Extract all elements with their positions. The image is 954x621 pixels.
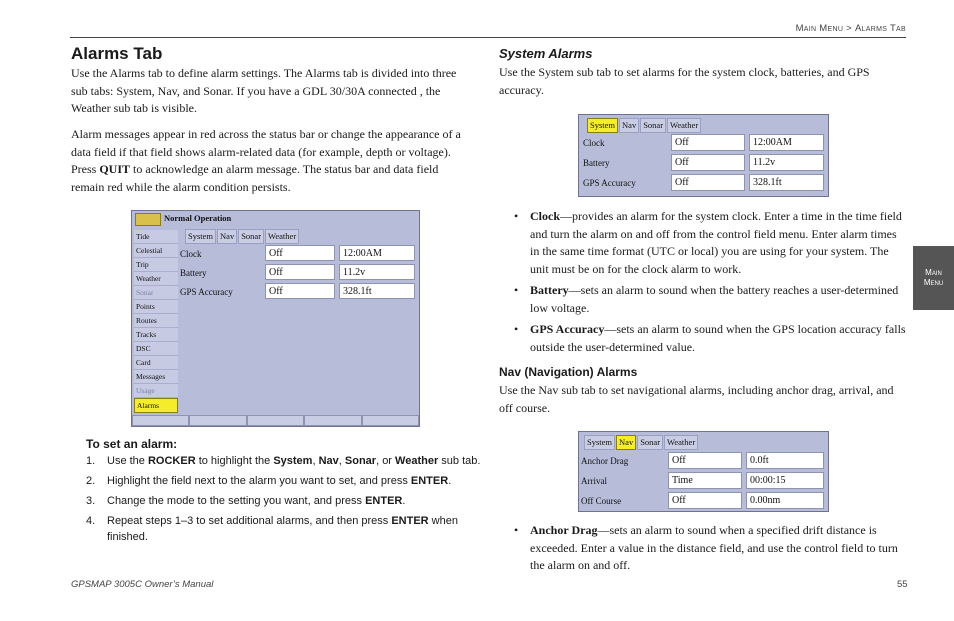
bullet-text: —sets an alarm to sound when the battery reaches a user-determined low voltage. bbox=[530, 283, 899, 315]
row-label-battery: Battery bbox=[583, 158, 610, 168]
nav-alarms-screenshot bbox=[578, 431, 829, 512]
step-text: Highlight the field next to the alarm you want to set, and press bbox=[107, 475, 411, 487]
bullet-text: —sets an alarm to sound when a specified drift distance is exceeded. Enter a value in the distance field, and use the control field to turn the alarm on and off. bbox=[530, 523, 898, 573]
off-course-distance-field[interactable]: 0.00nm bbox=[746, 492, 824, 509]
side-item-card[interactable]: Card bbox=[134, 356, 178, 370]
tab-system[interactable]: System bbox=[584, 435, 615, 450]
side-item-alarms[interactable]: Alarms bbox=[134, 398, 178, 413]
gps-accuracy-mode-field[interactable]: Off bbox=[671, 174, 745, 191]
intro-paragraph: Use the Alarms tab to define alarm settings. The Alarms tab is divided into three sub tabs: System, Nav, and Sonar. If you have a GDL 30/30A connected , the Weather sub tab is visible. bbox=[71, 66, 457, 116]
step-text: . bbox=[448, 475, 452, 487]
tab-sonar[interactable]: Sonar bbox=[637, 435, 663, 450]
bullet-text: —provides an alarm for the system clock. Enter a time in the time field and turn the alarm on and off from the control field menu. Enter alarm times in the same time format (UTC or local) you are using for your system. The unit must be on for the clock alarm to work. bbox=[530, 209, 902, 276]
side-item-points[interactable]: Points bbox=[134, 300, 178, 314]
step-key: Sonar bbox=[344, 455, 377, 467]
screen-title: Normal Operation bbox=[164, 213, 232, 223]
system-alarms-screenshot bbox=[578, 114, 829, 197]
row-label-battery: Battery bbox=[180, 268, 207, 278]
side-item-usage[interactable]: Usage bbox=[134, 384, 178, 398]
clock-mode-field[interactable]: Off bbox=[265, 245, 335, 261]
soft-key-bar bbox=[132, 415, 419, 426]
step-item bbox=[86, 513, 481, 545]
header-rule bbox=[70, 37, 906, 38]
page-title: Alarms Tab bbox=[71, 44, 163, 63]
tab-system[interactable]: System bbox=[185, 229, 216, 244]
clock-time-field[interactable]: 12:00AM bbox=[339, 245, 415, 261]
nav-alarms-heading: Nav (Navigation) Alarms bbox=[499, 365, 638, 379]
section-thumb-tab bbox=[913, 246, 954, 310]
battery-voltage-field[interactable]: 11.2v bbox=[339, 264, 415, 280]
step-number: 3. bbox=[86, 495, 96, 507]
arrival-mode-field[interactable]: Time bbox=[668, 472, 742, 489]
step-text: , bbox=[338, 455, 345, 467]
breadcrumb-separator: > bbox=[843, 23, 855, 34]
arrival-time-field[interactable]: 00:00:15 bbox=[746, 472, 824, 489]
sub-tabs bbox=[185, 229, 300, 244]
gps-accuracy-value-field[interactable]: 328.1ft bbox=[749, 174, 824, 191]
step-number: 1. bbox=[86, 455, 96, 467]
step-text: sub tab. bbox=[438, 455, 481, 467]
sub-tabs bbox=[584, 435, 699, 450]
tab-sonar[interactable]: Sonar bbox=[238, 229, 264, 244]
step-key: ENTER bbox=[391, 515, 429, 527]
side-item-messages[interactable]: Messages bbox=[134, 370, 178, 384]
side-item-tide[interactable]: Tide bbox=[134, 230, 178, 244]
system-alarms-intro: Use the System sub tab to set alarms for the system clock, batteries, and GPS accuracy. bbox=[499, 65, 870, 97]
side-item-weather[interactable]: Weather bbox=[134, 272, 178, 286]
soft-key-2[interactable] bbox=[189, 415, 246, 426]
step-key: System bbox=[273, 455, 313, 467]
menu-icon bbox=[135, 213, 161, 226]
gps-accuracy-value-field[interactable]: 328.1ft bbox=[339, 283, 415, 299]
tab-weather[interactable]: Weather bbox=[664, 435, 698, 450]
battery-voltage-field[interactable]: 11.2v bbox=[749, 154, 824, 171]
step-number: 2. bbox=[86, 475, 96, 487]
soft-key-1[interactable] bbox=[132, 415, 189, 426]
step-item bbox=[86, 473, 481, 489]
tab-nav[interactable]: Nav bbox=[217, 229, 237, 244]
row-label-clock: Clock bbox=[583, 138, 605, 148]
tab-weather[interactable]: Weather bbox=[265, 229, 299, 244]
side-item-trip[interactable]: Trip bbox=[134, 258, 178, 272]
tab-system[interactable]: System bbox=[587, 118, 618, 133]
step-key: ENTER bbox=[410, 475, 449, 487]
soft-key-3[interactable] bbox=[247, 415, 304, 426]
anchor-drag-distance-field[interactable]: 0.0ft bbox=[746, 452, 824, 469]
step-item bbox=[86, 493, 481, 509]
step-key: ROCKER bbox=[147, 455, 196, 467]
bullet-key: Anchor Drag bbox=[530, 523, 598, 537]
row-label-gps-accuracy: GPS Accuracy bbox=[583, 178, 636, 188]
soft-key-4[interactable] bbox=[304, 415, 361, 426]
tab-nav[interactable]: Nav bbox=[619, 118, 639, 133]
bullet-anchor-drag: • Anchor Drag—sets an alarm to sound when a specified drift distance is exceeded. Enter a value in the distance field, and use the control field to turn the alarm on and off. bbox=[514, 523, 898, 573]
gps-accuracy-mode-field[interactable]: Off bbox=[265, 283, 335, 299]
step-key: ENTER bbox=[365, 495, 403, 507]
sub-tabs bbox=[587, 118, 702, 133]
page-number: 55 bbox=[897, 579, 908, 590]
side-item-dsc[interactable]: DSC bbox=[134, 342, 178, 356]
section-tab-line1: Main bbox=[925, 268, 942, 277]
step-text: to highlight the bbox=[195, 455, 274, 467]
steps-list bbox=[86, 453, 481, 549]
step-text: , bbox=[312, 455, 319, 467]
para2-part-a: Alarm messages appear in red across the status bar or change the appearance of a data field if that field shows alarm-related data (for example, depth or voltage). Press bbox=[71, 127, 461, 177]
breadcrumb bbox=[796, 23, 906, 34]
footer-manual-title: GPSMAP 3005C Owner’s Manual bbox=[71, 579, 214, 590]
bullet-gps-accuracy: • GPS Accuracy—sets an alarm to sound when the GPS location accuracy falls outside the user-determined value. bbox=[514, 322, 906, 354]
battery-mode-field[interactable]: Off bbox=[671, 154, 745, 171]
clock-time-field[interactable]: 12:00AM bbox=[749, 134, 824, 151]
step-text: Repeat steps 1–3 to set additional alarms, and then press bbox=[107, 515, 392, 527]
tab-weather[interactable]: Weather bbox=[667, 118, 701, 133]
bullet-text: —sets an alarm to sound when the GPS location accuracy falls outside the user-determined value. bbox=[530, 322, 906, 354]
step-item bbox=[86, 453, 481, 469]
main-menu-side-list bbox=[134, 230, 178, 413]
anchor-drag-mode-field[interactable]: Off bbox=[668, 452, 742, 469]
breadcrumb-main-menu: Main Menu bbox=[795, 23, 844, 34]
step-key: Nav bbox=[318, 455, 339, 467]
alarm-message-paragraph bbox=[71, 126, 473, 196]
bullet-key: Clock bbox=[530, 209, 560, 223]
row-label-arrival: Arrival bbox=[581, 476, 607, 486]
side-item-tracks[interactable]: Tracks bbox=[134, 328, 178, 342]
row-label-anchor-drag: Anchor Drag bbox=[581, 456, 629, 466]
nav-alarms-intro: Use the Nav sub tab to set navigational alarms, including anchor drag, arrival, and off course. bbox=[499, 383, 894, 415]
bullet-clock: • Clock—provides an alarm for the system clock. Enter a time in the time field and turn the alarm on and off from the control field menu. Enter alarm times in the same time format (UTC or local) you are using for your system. The unit must be on for the clock alarm to work. bbox=[514, 209, 902, 276]
side-item-sonar[interactable]: Sonar bbox=[134, 286, 178, 300]
step-key: Weather bbox=[395, 455, 439, 467]
steps-heading: To set an alarm: bbox=[86, 437, 178, 451]
step-text: when finished. bbox=[107, 515, 458, 543]
tab-nav[interactable]: Nav bbox=[616, 435, 636, 450]
row-label-clock: Clock bbox=[180, 249, 202, 259]
breadcrumb-alarms-tab: Alarms Tab bbox=[854, 23, 906, 34]
bullet-key: GPS Accuracy bbox=[530, 322, 605, 336]
side-item-celestial[interactable]: Celestial bbox=[134, 244, 178, 258]
quit-key: QUIT bbox=[99, 162, 131, 177]
bullet-key: Battery bbox=[530, 283, 569, 297]
clock-mode-field[interactable]: Off bbox=[671, 134, 745, 151]
step-text: . bbox=[402, 495, 406, 507]
system-alarms-heading: System Alarms bbox=[499, 46, 593, 61]
step-text: Use the bbox=[107, 455, 148, 467]
off-course-mode-field[interactable]: Off bbox=[668, 492, 742, 509]
step-text: , or bbox=[376, 455, 396, 467]
section-tab-line2: Menu bbox=[923, 278, 944, 287]
row-label-gps-accuracy: GPS Accuracy bbox=[180, 287, 233, 297]
battery-mode-field[interactable]: Off bbox=[265, 264, 335, 280]
bullet-battery: • Battery—sets an alarm to sound when the battery reaches a user-determined low voltage. bbox=[514, 283, 899, 315]
step-text: Change the mode to the setting you want, and press bbox=[107, 495, 366, 507]
para2-part-b: to acknowledge an alarm message. The status bar and data field remain red while the alarm condition persists. bbox=[71, 162, 439, 194]
tab-sonar[interactable]: Sonar bbox=[640, 118, 666, 133]
row-label-off-course: Off Course bbox=[581, 496, 622, 506]
alarms-screen-screenshot bbox=[131, 210, 420, 427]
step-number: 4. bbox=[86, 515, 96, 527]
soft-key-5[interactable] bbox=[362, 415, 419, 426]
side-item-routes[interactable]: Routes bbox=[134, 314, 178, 328]
